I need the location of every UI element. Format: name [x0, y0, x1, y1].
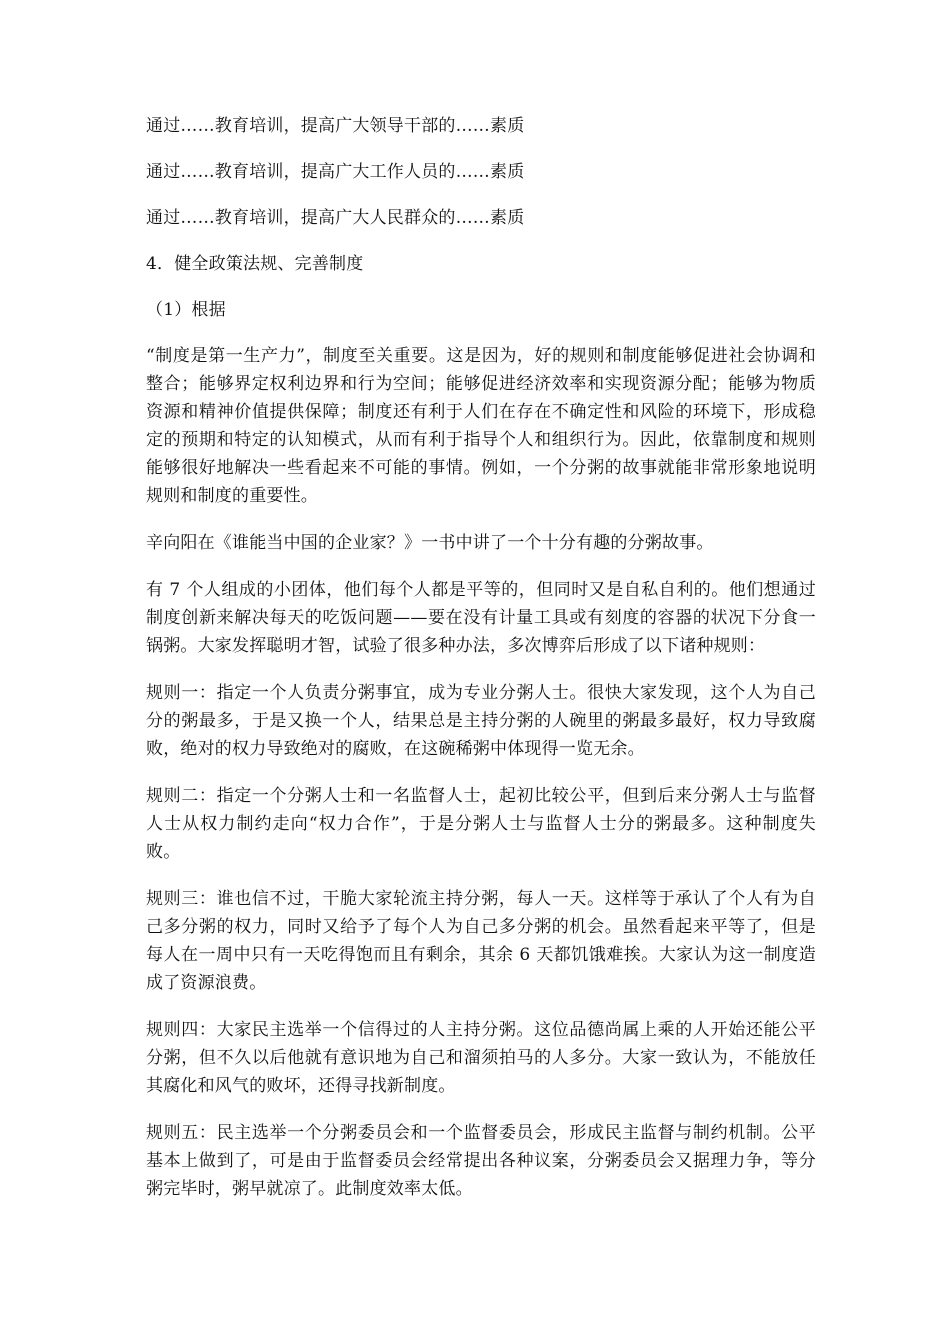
document-body [146, 112, 816, 1222]
subsection-heading: （1）根据 [146, 300, 226, 320]
paragraph-rule-5: 规则五：民主选举一个分粥委员会和一个监督委员会，形成民主监督与制约机制。公平基本上做到了，可是由于监督委员会经常提出各种议案，分粥委员会又据理力争，等分粥完毕时，粥早就凉了。此制度效率太低。 [146, 1123, 816, 1199]
paragraph-training-staff: 通过……教育培训，提高广大工作人员的……素质 [146, 162, 525, 182]
paragraph-story-setup: 有 7 个人组成的小团体，他们每个人都是平等的，但同时又是自私自利的。他们想通过制度创新来解决每天的吃饭问题——要在没有计量工具或有刻度的容器的状况下分食一锅粥。大家发挥聪明才智，试验了很多种办法，多次博弈后形成了以下诸种规则： [146, 580, 816, 656]
paragraph-rule-3: 规则三：谁也信不过，干脆大家轮流主持分粥，每人一天。这样等于承认了个人有为自己多分粥的权力，同时又给予了每个人为自己多分粥的机会。虽然看起来平等了，但是每人在一周中只有一天吃得饱而且有剩余，其余 6 天都饥饿难挨。大家认为这一制度造成了资源浪费。 [146, 889, 816, 993]
paragraph-rule-4: 规则四：大家民主选举一个信得过的人主持分粥。这位品德尚属上乘的人开始还能公平分粥，但不久以后他就有意识地为自己和溜须拍马的人多分。大家一致认为，不能放任其腐化和风气的败坏，还得寻找新制度。 [146, 1020, 816, 1096]
paragraph-training-leaders: 通过……教育培训，提高广大领导干部的……素质 [146, 116, 525, 136]
paragraph-institution-importance: “制度是第一生产力”，制度至关重要。这是因为，好的规则和制度能够促进社会协调和整合；能够界定权利边界和行为空间；能够促进经济效率和实现资源分配；能够为物质资源和精神价值提供保障；制度还有利于人们在存在不确定性和风险的环境下，形成稳定的预期和特定的认知模式，从而有利于指导个人和组织行为。因此，依靠制度和规则能够很好地解决一些看起来不可能的事情。例如，一个分粥的故事就能非常形象地说明规则和制度的重要性。 [146, 346, 816, 506]
section-heading: 4．健全政策法规、完善制度 [146, 254, 364, 274]
paragraph-rule-1: 规则一：指定一个人负责分粥事宜，成为专业分粥人士。很快大家发现，这个人为自己分的粥最多，于是又换一个人，结果总是主持分粥的人碗里的粥最多最好，权力导致腐败，绝对的权力导致绝对的腐败，在这碗稀粥中体现得一览无余。 [146, 683, 816, 759]
paragraph-training-public: 通过……教育培训，提高广大人民群众的……素质 [146, 208, 525, 228]
paragraph-rule-2: 规则二：指定一个分粥人士和一名监督人士，起初比较公平，但到后来分粥人士与监督人士从权力制约走向“权力合作”，于是分粥人士与监督人士分的粥最多。这种制度失败。 [146, 786, 816, 862]
paragraph-story-intro: 辛向阳在《谁能当中国的企业家？》一书中讲了一个十分有趣的分粥故事。 [146, 533, 714, 553]
